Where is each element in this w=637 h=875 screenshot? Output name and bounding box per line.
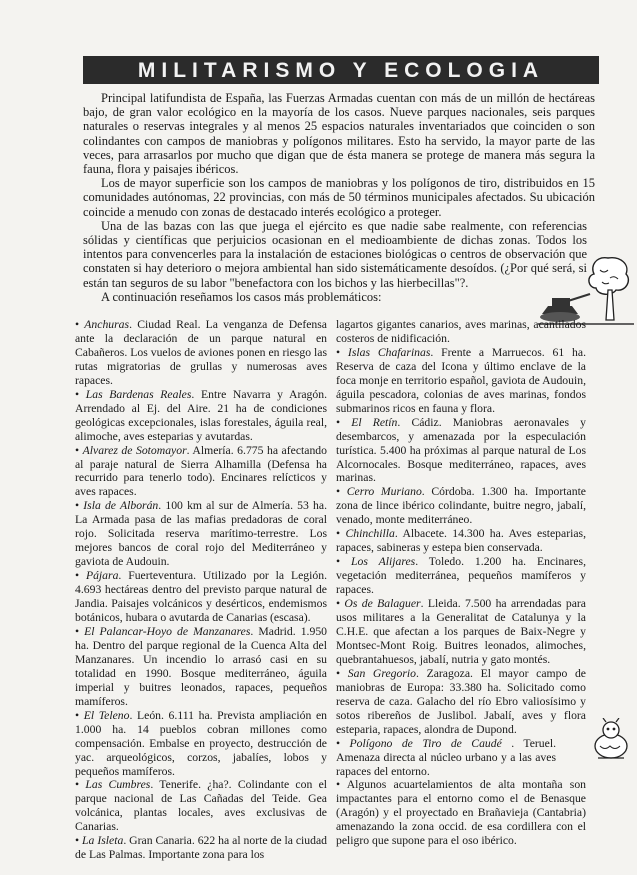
intro-paragraph: Principal latifundista de España, las Fuerzas Armadas cuentan con más de un millón de hectáreas bajo, de gran valor ecológico en la mayoría de los casos. Nueve parques nacionales, seis parques naturales o reservas integrales y al menos 25 espacios naturales inventariados que coinciden o son colindantes con campos de maniobras y polígonos militares. Esto ha servido, la mayor parte de las veces, para arrasarlos por mucho que digan que de ésta manera se protege de manera más segura la fauna, flora y paisajes ibéricos. [83, 91, 595, 177]
list-item: • Chinchilla. Albacete. 14.300 ha. Aves esteparias, rapaces, sabineras y estepa bien conservada. [336, 527, 587, 555]
list-item: • Algunos acuartelamientos de alta montaña son impactantes para el entorno como el de Benasque (Aragón) y el proyectado en Brañavieja (Cantabria) amenazando la zona occid. de esa cordillera con el peligro que supone para el oso ibérico. [336, 778, 587, 848]
list-item: • Las Cumbres. Tenerife. ¿ha?. Colindante con el parque nacional de Las Cañadas del Teide. Gea volcánica, plantas locales, aves exclusivas de Canarias. [75, 778, 328, 834]
list-item: • Pájara. Fuerteventura. Utilizado por la Legión. 4.693 hectáreas dentro del previsto parque natural de Jandia. Paisajes volcánicos y desérticos, endemismos botánicos, hubara o avutarda de Canarias (escasa). [75, 569, 327, 625]
intro-paragraph: Una de las bazas con las que juega el ejército es que nadie sabe realmente, con referencias sólidas y científicas que perjuicios ocasionan en el medioambiente de dichas zonas. Todos los intentos para convencerles para la instalación de estaciones biológicas o centros de observación que constaten si hay deterioro o mejora ambiental han sido sistemáticamente desoídos. (¿Por qué será, si están tan seguros de su labor "benefactora con los bichos y las hierbecillas"?. [83, 218, 587, 290]
article-title: MILITARISMO Y ECOLOGIA [83, 56, 599, 84]
list-item: • La Isleta. Gran Canaria. 622 ha al norte de la ciudad de Las Palmas. Importante zona para los [75, 834, 328, 862]
list-item: • Las Bardenas Reales. Entre Navarra y Aragón. Arrendado al Ej. del Aire. 21 ha de condiciones geológicas excepcionales, islas forestales, águila real, alimoche, aves esteparias y avutardas. [75, 387, 327, 443]
list-item: • Alvarez de Sotomayor. Almería. 6.775 ha afectando al paraje natural de Sierra Alhamilla (Defensa ha recurrido para tenerlo todo). Encinares relícticos y aves rapaces. [75, 443, 327, 499]
list-item: • Os de Balaguer. Lleida. 7.500 ha arrendadas para usos militares a la Generalitat de Catalunya y la C.H.E. que afectan a los parques de Baix-Negre y Montsec-Mont Roig. Buitres leonados, alimoches, quebrantahuesos, jabalí, nutria y gato montés. [336, 597, 586, 666]
list-item: • Cerro Muriano. Córdoba. 1.300 ha. Importante zona de lince ibérico colindante, buitre negro, jabalí, venado, monte mediterráneo. [336, 485, 586, 527]
left-column [75, 318, 327, 862]
intro-paragraph: A continuación reseñamos los casos más problemáticos: [101, 289, 382, 304]
intro-text [83, 91, 595, 304]
list-item: • Polígono de Tiro de Caudé . Teruel. Amenaza directa al núcleo urbano y a las aves rapaces del entorno. [336, 736, 557, 778]
list-item: • Islas Chafarinas. Frente a Marruecos. 61 ha. Reserva de caza del Icona y último enclave de la foca monje en territorio español, gaviota de Audouin, águila pescadora, colonias de aves marinas, fondos submarinos ricos en fauna y flora. [336, 345, 586, 415]
list-item: • Anchuras. Ciudad Real. La venganza de Defensa ante la declaración de un parque natural en Cabañeros. Los vuelos de aviones ponen en riesgo las rutas migratorias de grullas y numerosas aves rapaces. [75, 318, 327, 387]
right-column [336, 318, 586, 848]
list-item: • Isla de Alborán. 100 km al sur de Almería. 53 ha. La Armada pasa de las mafias predadoras de coral rojo. Solicitada reserva marítimo-terrestre. Los mejores bancos de coral rojo del Mediterráneo y gaviota de Audouin. [75, 499, 327, 569]
intro-paragraph: Los de mayor superficie son los campos de maniobras y los polígonos de tiro, distribuidos en 15 comunidades autónomas, 22 provincias, con más de 50 términos municipales afectados. Su ubicación coincide a menudo con zonas de destacado interés ecológico a proteger. [83, 176, 595, 219]
list-item: • El Teleno. León. 6.111 ha. Prevista ampliación en 1.000 ha. 14 pueblos cobran millones como compensación. Embalse en proyecto, destrucción de yac. arqueológicos, corzos, jabalíes, lobos y pequeños mamíferos. [75, 708, 328, 778]
list-item: • Los Alijares. Toledo. 1.200 ha. Encinares, vegetación mediterránea, pequeños mamíferos y rapaces. [336, 555, 587, 597]
cartoon-creature-illustration [588, 718, 634, 762]
list-item: • El Retín. Cádiz. Maniobras aeronavales y desembarcos, y amenazada por la especulación turística. 5.400 ha próximas al parque natural de Los Alcornocales. Bosque mediterráneo, rapaces, aves marinas. [336, 415, 586, 485]
list-item: • El Palancar-Hoyo de Manzanares. Madrid. 1.950 ha. Dentro del parque regional de la Cuenca Alta del Manzanares. Un incendio lo arrasó casi en su totalidad en 1990. Bosque mediterráneo, águila imperial y buitres leonados, rapaces, pequeños mamíferos. [75, 624, 328, 708]
list-item: • San Gregorio. Zaragoza. El mayor campo de maniobras de Europa: 33.380 ha. Solicitado como reserva de caza. Galacho del río Ebro valiosísimo y sotos ribereños de Juslibol. Jabalí, aves y flora esteparia, rapaces, alondra de Dupond. [336, 666, 586, 736]
list-item-continued: lagartos gigantes canarios, aves marinas, acantilados costeros de nidificación. [336, 318, 586, 345]
